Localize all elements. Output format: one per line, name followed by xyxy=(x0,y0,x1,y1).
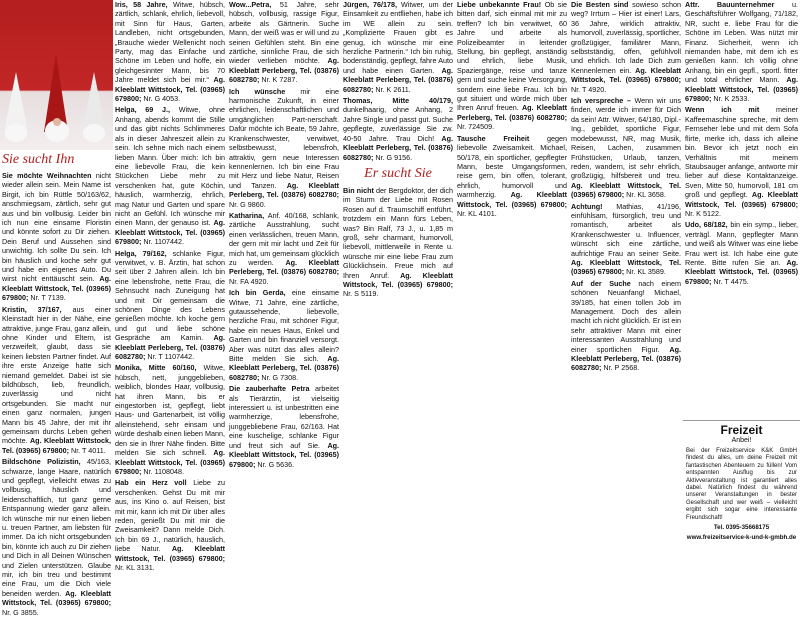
ad-nr: Nr. G 4053. xyxy=(143,94,181,104)
ad-item xyxy=(343,0,453,94)
gnome-beard-icon xyxy=(83,124,105,142)
ad-item xyxy=(685,220,798,286)
column-4 xyxy=(341,0,455,587)
ad-head: Ich wünsche xyxy=(229,86,286,96)
ad-item xyxy=(571,96,681,199)
ad-head: Bin nicht xyxy=(343,185,374,195)
ad-head: Hab ein Herz voll xyxy=(115,478,187,488)
section-title-er-sucht-sie: Er sucht Sie xyxy=(364,165,432,181)
ad-head: Ich verspreche – xyxy=(571,96,631,106)
ad-agency: Ag. Kleeblatt Wittstock, Tel. (03965) 679800; xyxy=(229,440,340,469)
ad-text: meiner Kaffeemaschine spreche, mit dem Fernseher lebe und mit dem Sofa flirte, merke ich, dass ich alleine bin. Bevor ich jetzt noch ein Verhältnis mit meinem Staubsauger anfange, antworte mir lieber auf diese Kontaktanzeige. Sven, Mitte 50, humorvoll, 181 cm groß und gepflegt. xyxy=(685,105,799,200)
column-2 xyxy=(113,0,227,587)
ad-head: Kristin, 37/167, xyxy=(2,304,62,314)
ad-head: Auf der Suche xyxy=(571,278,631,288)
ad-text: Liebe zu verschenken. Gehst Du mit mir aus, ins Kino o. auf Reisen, bist mit mir, kann ich mit Dir über alles reden, genießt Du mit mir die Zweisamkeit? Dann melde Dich. Ich bin 69 J., natürlich, häuslich, liebe Natur. xyxy=(115,478,225,554)
ad-text: Anf. 40/168, schlank, zärtliche Ausstrahlung, sucht einen verlässlichen, treuen Mann, der gern mit mir lacht und Zeit für mich hat, um gemeinsam glücklich zu werden. xyxy=(229,210,339,267)
ad-item xyxy=(115,0,225,103)
ad-text: schlanke Figur, verwitwet, v. B. Ärztin, hat schon seit über 2 Jahren allein. Ich bin eine lebensfrohe, nette Frau, die Sehnsucht nach Zuneigung hat und mit Dir gemeinsam die schönen Dinge des Lebens genießen möchte. Ich koche gern und gut und liebe schöne Gespräche am Kamin. xyxy=(115,248,225,343)
ad-text: Witwer, um der Einsamkeit zu entfliehen, habe ich im WE allein zu sein. „Komplizierte Frauen gibt es genug, ich wünsche mir eine herzliche Partnerin.“ Ich bin ruhig, bodenständig, gepflegt, fahre Auto und habe einen Garten. xyxy=(343,0,453,75)
ad-agency: Ag. Kleeblatt Wittstock, Tel. (03965) 679800; xyxy=(115,448,225,476)
ad-item xyxy=(229,87,339,209)
ad-item xyxy=(343,186,453,299)
ad-item xyxy=(229,0,339,85)
ad-item xyxy=(115,249,225,362)
ad-item xyxy=(115,478,225,572)
ad-text: u. Geschäftsführer Wolfgang, 71/182, NR, sucht e. liebe Frau für die Schöne im Leben. Was nützt mir Finanz. Sicherheit, wenn ich niemanden habe, mit dem ich es genießen kann. Ich völlig ohne Anhang, bin ein gepfl., sportl. fitter und total ehrlicher Mann. xyxy=(685,0,798,85)
ad-head: Ich bin Gerda, xyxy=(229,288,286,298)
ad-item xyxy=(2,457,111,617)
ad-agency: Ag. Kleeblatt Wittstock, Tel. (03965) 679800; xyxy=(571,65,681,85)
ad-text: dunkelhaarig, ohne Anhang, 2 Jahre Single und passt gut. Suche gepflegte, zuverlässige Sie zw. 40-50 Jahre. Trau Dich! xyxy=(343,105,453,143)
ad-agency: Ag. Kleeblatt Wittstock, Tel. (03965) 679800; xyxy=(685,190,798,209)
freizeit-phone: Tel. 0395-35668175 xyxy=(713,524,770,532)
ad-text: der Bergdoktor, der dich im Sturm der Liebe mit Rosen Rosen auf d. Traumschiff entführt, trotzdem ein Mann fürs Leben, was? Bin Ralf, 73 J., u. 1,85 m groß, sehr charmant, humorvoll, liebevoll, mittlerweile in Rente u. wünsche mir eine liebe Frau zum Glücklichsein. Freue mich auf Ihren Anruf. xyxy=(343,185,453,280)
freizeit-url[interactable]: www.freizeitservice-k-und-k-gmbh.de xyxy=(686,534,797,542)
ad-agency: Ag. Kleeblatt Wittstock, Tel. (03965) 679800; xyxy=(685,257,799,286)
ad-agency: Ag. Kleeblatt Perleberg, Tel. (03876) 6082780; xyxy=(343,65,454,94)
freizeit-box xyxy=(683,420,800,587)
ad-text: nicht wieder allein sein. Mein Name ist Birgit, ich bin Rüttle 50/163/62, anschmiegsam, zärtlich, sehr gut aus und bin vollbusig. Leider bin ich nun eine einsame Floristin und könnte sofort zu Dir ziehen. Dein Beruf und Aussehen sind unwichtig. Ich sollte Du sein. Ich bin häuslich und koche sehr gut und habe ein eigenes Auto. Du wirst nicht enttäuscht sein. xyxy=(2,171,112,284)
ad-nr: Nr. FA 4920. xyxy=(229,276,269,286)
ad-text: arbeitet als Tierärztin, ist vielseitig interessiert u. ist unbestritten eine warmherzige, lebensfrohe, junggebliebene Frau, 62/163. Hat eine kuschelige, schlanke Figur und freut sich auf Sie. xyxy=(229,384,340,450)
ad-item xyxy=(685,105,798,218)
ad-nr: Nr. 1107442. xyxy=(143,237,185,247)
ad-agency: Ag. Kleeblatt Perleberg, Tel. (03876) 6082780; xyxy=(571,344,681,373)
ad-item xyxy=(457,134,567,219)
ad-agency: Ag. Kleeblatt Perleberg, Tel. (03876) 6082780; xyxy=(343,133,453,162)
ad-head: Helga, 69 J., xyxy=(115,105,170,115)
column-5 xyxy=(455,0,569,587)
ad-nr: Nr. G 7308. xyxy=(261,372,299,382)
ad-head: Jürgen, 76/178, xyxy=(343,0,397,9)
ad-nr: Nr. KL 3589. xyxy=(626,267,666,277)
ad-text: Ob sie bitten darf, sich einmal mit mir zu treffen? Ich bin verwitwet, 60 Jahre und arbeite als Polizeibeamter in leitender Stellung, bin gepflegt, anständig und ehrlich, liebe Musik, Spaziergänge, reise und tanze gern und suche keine Versorgung, sondern eine liebe Frau. Ich bin gut situiert und würde mich über Ihren Anruf freuen. xyxy=(457,0,567,113)
ad-head: Die zauberhafte Petra xyxy=(229,384,310,394)
ad-agency: Ag. Kleeblatt Wittstock, Tel. (03965) 679800; xyxy=(685,75,798,104)
freizeit-text: Bei der Freizeitservice K&K GmbH findest du alles, um deine Freizeit mit fantastischen Abenteuern zu füllen! Vom entspannten Ausflug bis zur Aktivveranstaltung ist garantiert alles dabei. Natürlich findest du während unserer Veranstaltungen in bester Gesellschaft und wer weiß – vielleicht ergibt sich sogar eine interessante Freundschaft! xyxy=(686,448,797,521)
ad-item xyxy=(2,305,111,456)
ad-text: Wenn wir uns finden, werde ich immer für Dich da sein! Attr. Witwer, 64/180, Dipl.-Ing., gebildet, sportliche Figur, modebewusst, NR, mag Musik, Reisen, Lachen, zusammen Frühstücken, Urlaub, tanzen, reden, wandern, ist sehr ehrlich, großzügig, hilfsbereit und treu. xyxy=(571,96,681,181)
freizeit-subtitle: Anbei! xyxy=(731,437,752,444)
ad-text: sowieso schon weg? Irrtum – Hier ist einer! Lars, 36 Jahre, wirklich attraktiv, humorvoll, zuverlässig, sportlicher, großzügiger, familiärer Mann, selbstständig, offen, gefühlvoll und ehrlich. Ich lade Dich zum Kennenlernen ein. xyxy=(571,0,681,75)
ad-text: nach einem schönen Neuanfang! Michael, 39/185, hat einen tollen Job im Management. Doch des allein macht ich nicht glücklich. Er ist ein sehr attraktiver Mann mit einer interessanten Ausstrahlung und einer sportlichen Figur. xyxy=(571,278,681,354)
ad-text: Witwe, hübsch, nett, junggeblieben, weiblich, blondes Haar, vollbusig, hat ihren Mann, bis er eingestorben ist, gepflegt, liebt Haus- und Gartenarbeit, ist völlig alleinstehend, sehr einsam und würde deshalb einen lieben Mann, den sie in Ihrer Nähe finden. Bitte melden Sie sich schnell. xyxy=(115,363,226,458)
ad-nr: Nr. 1108048. xyxy=(143,466,185,476)
ad-agency: Ag. Kleeblatt Wittstock, Tel. (03965) 679800; xyxy=(2,436,111,455)
ad-text: 45/163, schwarze, lange Haare, natürlich und gepflegt, vielleicht etwas zu vollbusig, häuslich und leidenschaftlich, tut ganz gerne Entspannung wieder ganz allein. Ich wünsche mir nur einen lieben u. treuen Partner, am liebsten für immer. Da ich nicht ortsgebunden bin, könnte ich auch zu Dir ziehen und Dich in all Deinen Wünschen und Zielen unterstützen. Glaube mir, ich bin treu und bestimmt eine Frau, um die Dich viele beneiden werden. xyxy=(2,457,112,598)
ad-nr: Nr. T 4475. xyxy=(713,276,749,286)
ad-item xyxy=(229,288,339,382)
ad-nr: Nr. 724509. xyxy=(457,122,495,132)
gnome-beard-icon xyxy=(5,124,27,142)
ad-agency: Ag. Kleeblatt Wittstock, Tel. (03965) 679800; xyxy=(115,218,226,247)
ad-text: aus einer Kleinstadt hier in der Nähe, eine attraktive, junge Frau, ganz allein, ohne Kinder und Eltern, ist verzweifelt, glaubt, dass sie keinen liebsten Partner findet. Auf ihre erste Anzeige hatte sich niemand gemeldet. Dabei ist sie bildhübsch, lieb, freundlich, zuverlässig und nicht ortsgebunden. Sie macht nur einen ganz normalen, jungen Mann bis 45 Jahre, der mit ihr gemeinsam durchs Leben gehen möchte. xyxy=(2,304,111,446)
ad-agency: Ag. Kleeblatt Wittstock, Tel. (03965) 679800; xyxy=(571,257,681,277)
ad-nr: Nr. T 4920. xyxy=(571,84,607,94)
ad-nr: Nr. K 2533. xyxy=(713,94,750,104)
ad-agency: Ag. Kleeblatt Perleberg, Tel. (03876) 6082780; xyxy=(229,56,340,85)
ad-agency: Ag. Kleeblatt Perleberg, Tel. (03876) 6082780; xyxy=(457,103,567,122)
ad-head: Bildschöne Polizistin, xyxy=(2,457,81,467)
ad-agency: Ag. Kleeblatt Wittstock, Tel. (03965) 679800; xyxy=(343,270,453,289)
section-title-sie-sucht-ihn: Sie sucht Ihn xyxy=(2,152,75,167)
ad-agency: Ag. Kleeblatt Wittstock, Tel. (03965) 679800; xyxy=(115,75,226,104)
gnome-hat-icon xyxy=(4,72,28,132)
ad-head: Thomas, Mitte 40/179, xyxy=(343,96,453,106)
column-1 xyxy=(0,0,113,617)
ad-head: Wenn ich mit xyxy=(685,105,760,115)
ad-agency: Ag. Kleeblatt Wittstock, Tel. (03965) 679800; xyxy=(115,544,225,563)
ad-text: Witwe, hübsch, zärtlich, schlank, ehrlich, liebevoll, mit Sinn für Haus, Garten, Landleben, nicht ortsgebunden, „Brauche wieder Wellenicht noch Party, mag das Einfache und Schöne im Leben und hoffe, ein gleichgesinnter Mann, bis 70 Jahre meldet sich bei mir.“ xyxy=(115,0,225,85)
ad-item xyxy=(685,0,798,103)
ad-item xyxy=(571,0,681,94)
gnomes-image xyxy=(0,0,113,150)
ad-text: 51 Jahre, sehr hübsch, vollbusig, rassige Figur, arbeite als Gärtnerin. Suche Mann, der weiß was er will und zu seinen Gefühlen steht. Bin eine zärtliche, sinnliche Frau, die sich wieder verlieben möchte. xyxy=(229,0,340,66)
ad-agency: Ag. Kleeblatt Perleberg, Tel. (03876) 6082780; xyxy=(115,333,226,362)
ad-head: Tausche Freiheit xyxy=(457,133,530,143)
ad-item xyxy=(457,0,567,132)
ad-nr: Nr. S 5119. xyxy=(343,289,379,299)
ad-nr: Nr. T 7139. xyxy=(30,293,66,303)
ad-head: Monika, Mitte 60/160, xyxy=(115,363,197,373)
ad-text: bin ein symp., lieber, verträgl. Mann, gepflegter Mann und weiß als Witwer was eine liebe Frau wert ist. Ich habe eine gute Rente. Bitte rufen Sie an. xyxy=(685,220,798,267)
ad-nr: Nr. K 7287. xyxy=(261,75,298,85)
ad-head: Liebe unbekannte Frau! xyxy=(457,0,542,9)
ad-text: Mathias, 41/196, einfühlsam, fürsorglich, treu und romantisch, arbeitet als Krankenschwester u. Influencer, wünscht sich eine zärtliche, aufrichtige Frau an seiner Seite. xyxy=(571,201,681,258)
ad-head: Udo, 68/182, xyxy=(685,220,728,230)
ad-head: Katharina, xyxy=(229,210,265,220)
ad-nr: Nr. T 4011. xyxy=(71,445,106,455)
ad-head: Die Besten sind xyxy=(571,0,629,9)
ad-agency: Ag. Kleeblatt Wittstock, Tel. (03965) 679800; xyxy=(571,180,681,200)
gnome-hat-icon xyxy=(82,72,106,132)
ad-nr: Nr. G 9860. xyxy=(229,199,266,209)
ad-item xyxy=(571,279,681,373)
ad-agency: Ag. Kleeblatt Perleberg, Tel. (03876) 6082780; xyxy=(229,354,339,382)
freizeit-title: Freizeit xyxy=(720,423,763,437)
ad-agency: Ag. Kleeblatt Wittstock, Tel. (03965) 679800; xyxy=(457,190,567,209)
ad-text: gegen liebevolle Zweisamkeit. Michael, 50/178, ein sportlicher, gepflegter Mann, beste Umgangsformen, reise gern, bin offen, tolerant, ehrlich, humorvoll und warmherzig. xyxy=(457,133,567,200)
ad-head: Attr. Bauunternehmer xyxy=(685,0,775,9)
column-7 xyxy=(683,0,800,420)
ad-nr: Nr. KL 3131. xyxy=(115,562,155,572)
ad-head: Iris, 58 Jahre, xyxy=(115,0,168,9)
ad-agency: Ag. Kleeblatt Perleberg, Tel. (03876) 6082780; xyxy=(229,257,339,277)
ad-text: Witwe, ohne Anhang, abends kommt die Stille und das gibt nichts Schlimmeres als in dieser Jahreszeit allein zu sein. Ich sehne mich nach einem lieben Mann. Über mich: Ich bin eine liebevolle Frau, die kein Stückchen Liebe mehr zu verschenken hat, gute Köchin, häuslich, warmherzig, ehrlich, mag Natur und Garten und spare nicht an Gefühl. Ich wünsche mir einen Mann, der genauso ist. xyxy=(115,105,225,228)
ad-nr: Nr. P 2568. xyxy=(603,363,640,373)
ad-item xyxy=(571,202,681,277)
ad-nr: Nr. G 3855. xyxy=(2,607,39,617)
ad-nr: Nr. T 1107442. xyxy=(147,352,195,362)
ad-head: Achtung! xyxy=(571,201,603,211)
ad-item xyxy=(343,96,453,162)
ad-agency: Ag. Kleeblatt Wittstock, Tel. (03965) 679800; xyxy=(2,588,111,608)
ad-text: mir eine harmonische Zukunft, in einer ehrlichen, leidenschaftlichen und umgänglichen Part-nerschaft. Dafür möchte ich Beate, 59 Jahre, Krankenschwester, verwitwet, selbstbewusst, lebensfroh, attraktiv, gern neue Interessen kennenlernen. Ich bin eine Frau mit Herz und liebe Natur, Reisen und Tanzen. xyxy=(229,86,339,190)
ad-agency: Ag. Kleeblatt Perleberg, Tel. (03876) 6082780; xyxy=(229,180,339,200)
ad-head: Wow...Petra, xyxy=(229,0,272,9)
column-6 xyxy=(569,0,683,587)
gnome-nose-icon xyxy=(53,118,61,126)
ad-item xyxy=(115,363,225,476)
ad-item xyxy=(229,211,339,286)
ad-nr: Nr. K 2611. xyxy=(375,84,411,94)
ad-nr: Nr. G 5636. xyxy=(257,459,295,469)
ad-item xyxy=(229,384,339,469)
ad-item xyxy=(115,105,225,246)
ad-nr: Nr. KL 3658. xyxy=(626,190,666,200)
ad-text: eine einsame Witwe, 71 Jahre, eine zärtliche, gutaussehende, liebevolle, herzliche Frau, mit schöner Figur, habe ein neues Haus, Enkel und Garten und bin finanziell versorgt. Aber was nützt das alles allein? Bitte melden Sie sich. xyxy=(229,288,339,364)
column-3 xyxy=(227,0,341,587)
ad-nr: Nr. K 5122. xyxy=(685,208,721,218)
ad-head: Helga, 79/162, xyxy=(115,248,167,258)
ad-item xyxy=(2,171,111,303)
ad-nr: Nr. KL 4101. xyxy=(457,208,497,218)
ad-agency: Ag. Kleeblatt Wittstock, Tel. (03965) 679800; xyxy=(2,274,111,303)
ad-nr: Nr. G 9156. xyxy=(375,152,413,162)
ad-head: Sie möchte Weihnachten xyxy=(2,171,92,180)
